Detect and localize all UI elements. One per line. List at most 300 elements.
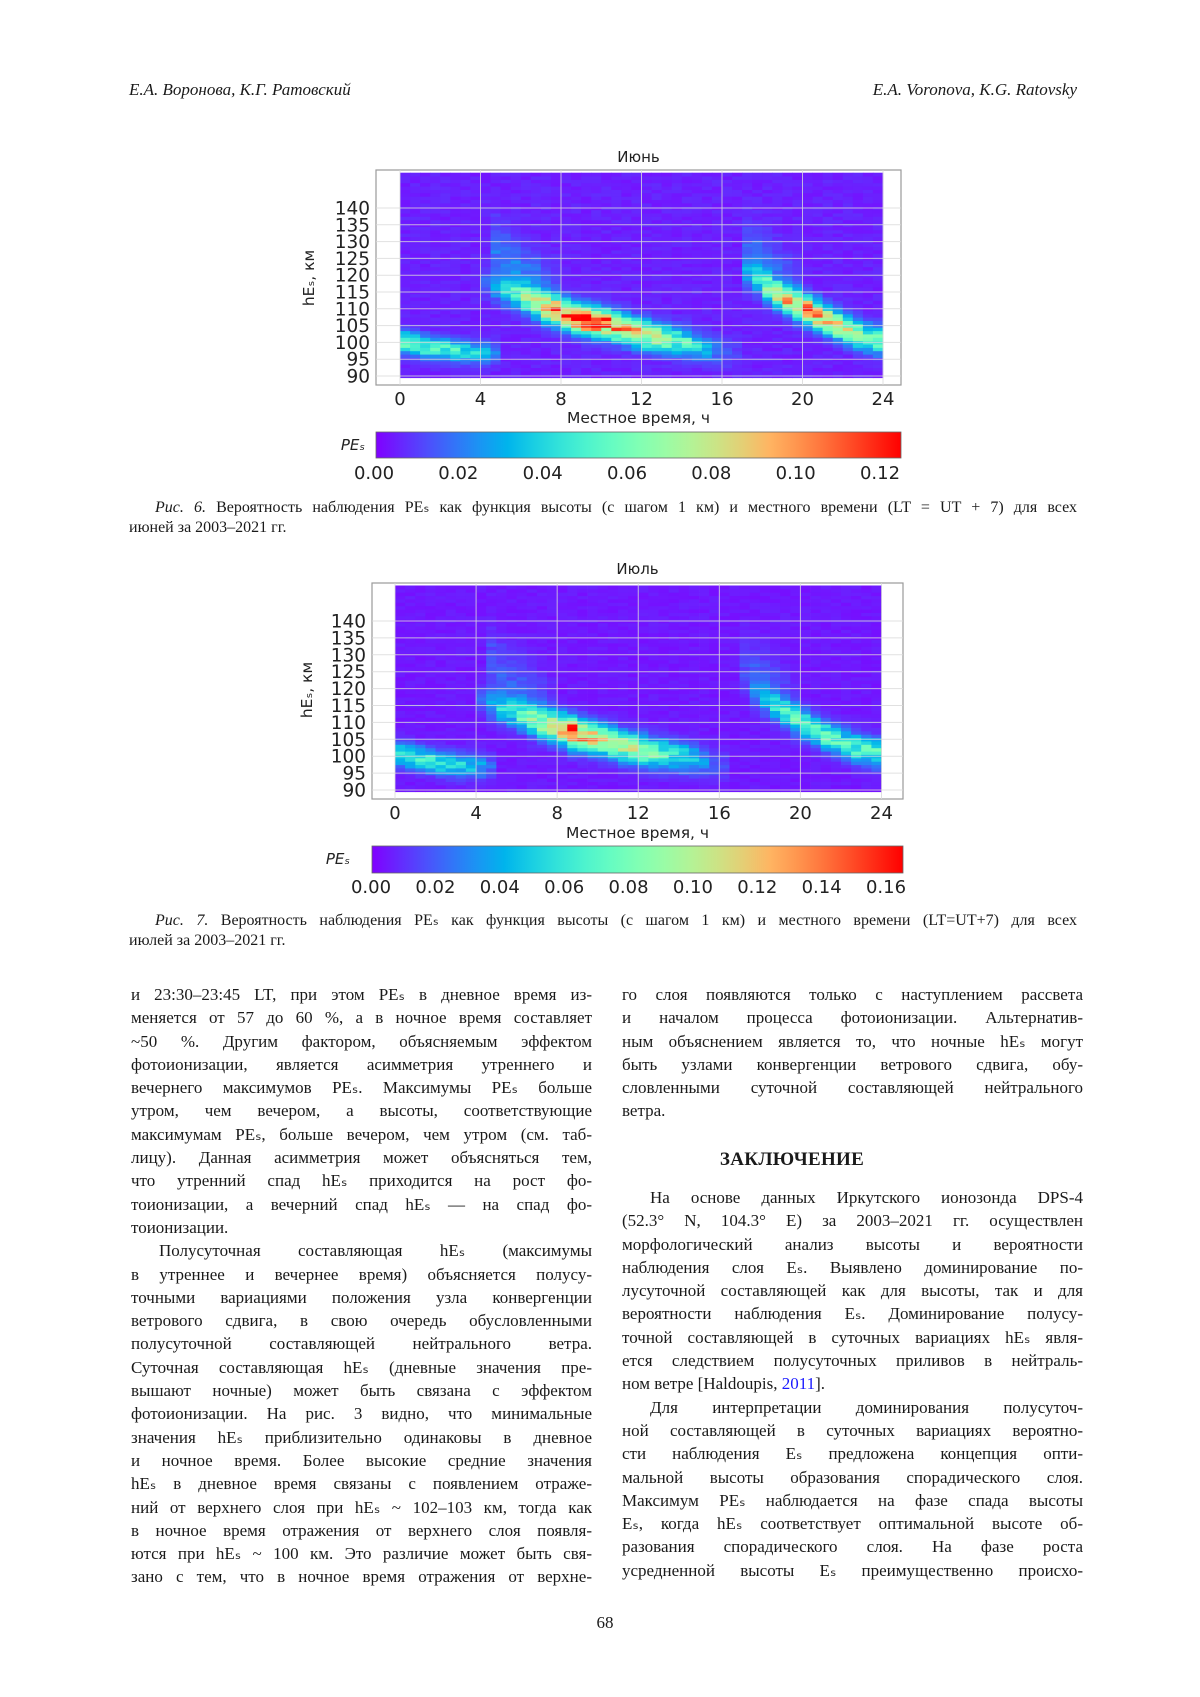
- heatmap-cell: [628, 751, 639, 755]
- heatmap-cell: [446, 586, 457, 590]
- heatmap-cell: [425, 744, 436, 748]
- heatmap-cell: [772, 344, 783, 348]
- heatmap-cell: [521, 304, 532, 308]
- heatmap-cell: [702, 176, 713, 180]
- heatmap-cell: [843, 368, 854, 372]
- heatmap-cell: [712, 314, 723, 318]
- heatmap-cell: [813, 317, 824, 321]
- heatmap-cell: [446, 714, 457, 718]
- heatmap-cell: [762, 294, 773, 298]
- heatmap-cell: [561, 190, 572, 194]
- heatmap-cell: [772, 347, 783, 351]
- heatmap-cell: [501, 368, 512, 372]
- heatmap-cell: [709, 744, 720, 748]
- heatmap-cell: [752, 304, 763, 308]
- heatmap-cell: [772, 327, 783, 331]
- heatmap-cell: [491, 361, 502, 365]
- heatmap-cell: [732, 247, 743, 251]
- heatmap-cell: [689, 589, 700, 593]
- heatmap-cell: [722, 334, 733, 338]
- heatmap-cell: [571, 361, 582, 365]
- heatmap-cell: [501, 183, 512, 187]
- heatmap-cell: [719, 677, 730, 681]
- heatmap-cell: [591, 300, 602, 304]
- heatmap-cell: [823, 173, 834, 177]
- heatmap-cell: [450, 193, 461, 197]
- heatmap-cell: [662, 247, 673, 251]
- heatmap-cell: [621, 227, 632, 231]
- heatmap-cell: [648, 775, 659, 779]
- heatmap-cell: [719, 751, 730, 755]
- heatmap-cell: [621, 287, 632, 291]
- heatmap-cell: [702, 347, 713, 351]
- heatmap-cell: [843, 354, 854, 358]
- heatmap-cell: [669, 768, 680, 772]
- heatmap-cell: [692, 284, 703, 288]
- heatmap-cell: [689, 728, 700, 732]
- heatmap-cell: [709, 717, 720, 721]
- heatmap-cell: [405, 680, 416, 684]
- heatmap-cell: [611, 331, 622, 335]
- heatmap-cell: [481, 364, 492, 368]
- heatmap-cell: [501, 331, 512, 335]
- heatmap-cell: [732, 227, 743, 231]
- heatmap-cell: [470, 351, 481, 355]
- heatmap-cell: [410, 203, 421, 207]
- heatmap-cell: [591, 210, 602, 214]
- heatmap-cell: [689, 741, 700, 745]
- heatmap-cell: [460, 280, 471, 284]
- heatmap-cell: [511, 196, 522, 200]
- heatmap-cell: [440, 176, 451, 180]
- heatmap-cell: [547, 667, 558, 671]
- heatmap-cell: [813, 230, 824, 234]
- heatmap-cell: [669, 606, 680, 610]
- heatmap-cell: [608, 613, 619, 617]
- heatmap-cell: [803, 368, 814, 372]
- heatmap-cell: [450, 368, 461, 372]
- heatmap-cell: [709, 633, 720, 637]
- heatmap-cell: [652, 327, 663, 331]
- heatmap-cell: [638, 602, 649, 606]
- heatmap-cell: [722, 260, 733, 264]
- heatmap-cell: [446, 616, 457, 620]
- heatmap-cell: [638, 768, 649, 772]
- heatmap-cell: [608, 761, 619, 765]
- heatmap-cell: [571, 270, 582, 274]
- heatmap-cell: [598, 768, 609, 772]
- heatmap-cell: [440, 203, 451, 207]
- heatmap-cell: [501, 200, 512, 204]
- heatmap-cell: [702, 193, 713, 197]
- heatmap-cell: [425, 697, 436, 701]
- heatmap-cell: [551, 179, 562, 183]
- heatmap-cell: [699, 734, 710, 738]
- heatmap-cell: [405, 751, 416, 755]
- heatmap-cell: [642, 371, 653, 375]
- heatmap-cell: [642, 179, 653, 183]
- heatmap-cell: [537, 643, 548, 647]
- heatmap-cell: [456, 589, 467, 593]
- heatmap-cell: [527, 778, 538, 782]
- heatmap-cell: [813, 351, 824, 355]
- heatmap-cell: [395, 667, 406, 671]
- heatmap-cell: [450, 203, 461, 207]
- heatmap-cell: [863, 331, 874, 335]
- heatmap-cell: [405, 778, 416, 782]
- heatmap-cell: [608, 717, 619, 721]
- heatmap-cell: [425, 728, 436, 732]
- heatmap-cell: [618, 768, 629, 772]
- heatmap-cell: [501, 263, 512, 267]
- heatmap-cell: [557, 643, 568, 647]
- heatmap-cell: [648, 717, 659, 721]
- heatmap-cell: [702, 280, 713, 284]
- heatmap-cell: [608, 778, 619, 782]
- heatmap-cell: [591, 280, 602, 284]
- heatmap-cell: [702, 270, 713, 274]
- heatmap-cell: [601, 314, 612, 318]
- heatmap-cell: [652, 354, 663, 358]
- heatmap-cell: [541, 284, 552, 288]
- heatmap-cell: [853, 311, 864, 315]
- heatmap-cell: [642, 317, 653, 321]
- heatmap-cell: [742, 270, 753, 274]
- heatmap-cell: [611, 203, 622, 207]
- heatmap-cell: [662, 213, 673, 217]
- heatmap-cell: [460, 267, 471, 271]
- heatmap-cell: [456, 623, 467, 627]
- heatmap-cell: [567, 586, 578, 590]
- heatmap-cell: [400, 368, 411, 372]
- heatmap-cell: [598, 667, 609, 671]
- heatmap-cell: [621, 210, 632, 214]
- heatmap-cell: [803, 314, 814, 318]
- heatmap-cell: [521, 200, 532, 204]
- heatmap-cell: [601, 270, 612, 274]
- heatmap-cell: [672, 277, 683, 281]
- heatmap-cell: [702, 237, 713, 241]
- heatmap-cell: [762, 263, 773, 267]
- heatmap-cell: [567, 626, 578, 630]
- heatmap-cell: [873, 344, 884, 348]
- heatmap-cell: [823, 287, 834, 291]
- heatmap-cell: [415, 741, 426, 745]
- heatmap-cell: [430, 364, 441, 368]
- heatmap-cell: [557, 684, 568, 688]
- heatmap-cell: [679, 711, 690, 715]
- heatmap-cell: [692, 344, 703, 348]
- heatmap-cell: [719, 782, 730, 786]
- heatmap-cell: [410, 216, 421, 220]
- heatmap-cell: [709, 609, 720, 613]
- heatmap-cell: [577, 660, 588, 664]
- heatmap-cell: [450, 233, 461, 237]
- heatmap-cell: [420, 200, 431, 204]
- heatmap-cell: [611, 253, 622, 257]
- heatmap-cell: [853, 267, 864, 271]
- heatmap-cell: [853, 200, 864, 204]
- heatmap-cell: [669, 714, 680, 718]
- heatmap-cell: [507, 684, 518, 688]
- heatmap-cell: [507, 785, 518, 789]
- colorbar-tick-label: 0.12: [860, 463, 900, 484]
- heatmap-cell: [762, 284, 773, 288]
- heatmap-cell: [712, 300, 723, 304]
- heatmap-cell: [598, 650, 609, 654]
- heatmap-cell: [511, 253, 522, 257]
- heatmap-cell: [430, 321, 441, 325]
- heatmap-cell: [400, 196, 411, 200]
- heatmap-cell: [537, 717, 548, 721]
- heatmap-cell: [699, 609, 710, 613]
- heatmap-cell: [803, 334, 814, 338]
- heatmap-cell: [517, 697, 528, 701]
- heatmap-cell: [598, 657, 609, 661]
- heatmap-cell: [588, 714, 599, 718]
- heatmap-cell: [772, 331, 783, 335]
- heatmap-cell: [436, 751, 447, 755]
- heatmap-cell: [792, 327, 803, 331]
- heatmap-cell: [557, 778, 568, 782]
- heatmap-cell: [541, 347, 552, 351]
- heatmap-cell: [618, 758, 629, 762]
- heatmap-cell: [689, 673, 700, 677]
- heatmap-cell: [702, 186, 713, 190]
- heatmap-cell: [631, 227, 642, 231]
- heatmap-cell: [460, 311, 471, 315]
- heatmap-cell: [557, 751, 568, 755]
- heatmap-cell: [628, 650, 639, 654]
- heatmap-cell: [611, 317, 622, 321]
- heatmap-cell: [702, 314, 713, 318]
- heatmap-cell: [591, 354, 602, 358]
- heatmap-cell: [491, 280, 502, 284]
- heatmap-cell: [571, 294, 582, 298]
- heatmap-cell: [628, 761, 639, 765]
- heatmap-cell: [577, 673, 588, 677]
- heatmap-cell: [672, 176, 683, 180]
- heatmap-cell: [873, 253, 884, 257]
- heatmap-cell: [561, 227, 572, 231]
- heatmap-cell: [642, 213, 653, 217]
- heatmap-cell: [752, 347, 763, 351]
- heatmap-cell: [486, 589, 497, 593]
- heatmap-cell: [692, 280, 703, 284]
- heatmap-cell: [702, 213, 713, 217]
- heatmap-cell: [662, 321, 673, 325]
- heatmap-cell: [446, 657, 457, 661]
- heatmap-cell: [823, 210, 834, 214]
- heatmap-cell: [628, 640, 639, 644]
- heatmap-cell: [608, 630, 619, 634]
- heatmap-cell: [591, 237, 602, 241]
- heatmap-cell: [476, 768, 487, 772]
- heatmap-cell: [853, 183, 864, 187]
- heatmap-cell: [551, 213, 562, 217]
- heatmap-cell: [742, 216, 753, 220]
- heatmap-cell: [601, 193, 612, 197]
- heatmap-cell: [440, 230, 451, 234]
- heatmap-cell: [652, 300, 663, 304]
- heatmap-cell: [581, 176, 592, 180]
- y-tick-label: 125: [335, 249, 370, 270]
- heatmap-cell: [732, 250, 743, 254]
- heatmap-cell: [742, 347, 753, 351]
- heatmap-cell: [659, 707, 670, 711]
- heatmap-cell: [557, 650, 568, 654]
- heatmap-cell: [642, 260, 653, 264]
- heatmap-cell: [430, 354, 441, 358]
- heatmap-cell: [662, 300, 673, 304]
- heatmap-cell: [415, 650, 426, 654]
- heatmap-cell: [436, 596, 447, 600]
- heatmap-cell: [692, 263, 703, 267]
- heatmap-cell: [460, 344, 471, 348]
- heatmap-cell: [863, 344, 874, 348]
- heatmap-cell: [581, 260, 592, 264]
- heatmap-cell: [531, 334, 542, 338]
- heatmap-cell: [591, 243, 602, 247]
- heatmap-cell: [491, 344, 502, 348]
- heatmap-cell: [430, 334, 441, 338]
- heatmap-cell: [470, 361, 481, 365]
- heatmap-cell: [430, 277, 441, 281]
- heatmap-cell: [742, 280, 753, 284]
- heatmap-cell: [782, 300, 793, 304]
- heatmap-cell: [405, 741, 416, 745]
- heatmap-cell: [420, 176, 431, 180]
- heatmap-cell: [598, 785, 609, 789]
- heatmap-cell: [521, 317, 532, 321]
- heatmap-cell: [571, 364, 582, 368]
- heatmap-cell: [752, 314, 763, 318]
- heatmap-cell: [527, 673, 538, 677]
- heatmap-cell: [456, 734, 467, 738]
- heatmap-cell: [669, 684, 680, 688]
- heatmap-cell: [436, 650, 447, 654]
- heatmap-cell: [420, 216, 431, 220]
- heatmap-cell: [652, 314, 663, 318]
- heatmap-cell: [456, 751, 467, 755]
- heatmap-cell: [792, 250, 803, 254]
- heatmap-cell: [581, 364, 592, 368]
- heatmap-cell: [672, 186, 683, 190]
- heatmap-cell: [652, 287, 663, 291]
- heatmap-cell: [719, 761, 730, 765]
- heatmap-cell: [531, 354, 542, 358]
- heatmap-cell: [742, 311, 753, 315]
- heatmap-cell: [659, 751, 670, 755]
- heatmap-cell: [803, 327, 814, 331]
- heatmap-cell: [702, 220, 713, 224]
- heatmap-cell: [415, 623, 426, 627]
- heatmap-cell: [601, 294, 612, 298]
- heatmap-cell: [699, 731, 710, 735]
- heatmap-cell: [531, 186, 542, 190]
- heatmap-cell: [873, 260, 884, 264]
- heatmap-cell: [628, 785, 639, 789]
- heatmap-cell: [436, 714, 447, 718]
- heatmap-cell: [571, 186, 582, 190]
- heatmap-cell: [782, 230, 793, 234]
- heatmap-cell: [792, 284, 803, 288]
- heatmap-cell: [719, 667, 730, 671]
- heatmap-cell: [466, 616, 477, 620]
- heatmap-cell: [581, 297, 592, 301]
- heatmap-cell: [547, 599, 558, 603]
- heatmap-cell: [863, 176, 874, 180]
- heatmap-cell: [722, 300, 733, 304]
- heatmap-cell: [712, 243, 723, 247]
- heatmap-cell: [719, 673, 730, 677]
- heatmap-cell: [486, 724, 497, 728]
- heatmap-cell: [581, 270, 592, 274]
- heatmap-cell: [541, 280, 552, 284]
- heatmap-cell: [652, 227, 663, 231]
- heatmap-cell: [679, 758, 690, 762]
- heatmap-cell: [863, 337, 874, 341]
- heatmap-cell: [873, 179, 884, 183]
- heatmap-cell: [507, 724, 518, 728]
- heatmap-cell: [618, 626, 629, 630]
- heatmap-cell: [611, 263, 622, 267]
- heatmap-cell: [481, 277, 492, 281]
- heatmap-cell: [571, 321, 582, 325]
- heatmap-cell: [631, 321, 642, 325]
- heatmap-cell: [682, 354, 693, 358]
- heatmap-cell: [611, 334, 622, 338]
- heatmap-cell: [450, 321, 461, 325]
- heatmap-cell: [598, 714, 609, 718]
- heatmap-cell: [581, 368, 592, 372]
- heatmap-cell: [557, 775, 568, 779]
- heatmap-cell: [476, 657, 487, 661]
- heatmap-cell: [517, 616, 528, 620]
- heatmap-cell: [863, 220, 874, 224]
- heatmap-cell: [692, 173, 703, 177]
- heatmap-cell: [456, 694, 467, 698]
- heatmap-cell: [547, 643, 558, 647]
- heatmap-cell: [772, 294, 783, 298]
- heatmap-cell: [618, 724, 629, 728]
- heatmap-cell: [521, 250, 532, 254]
- heatmap-cell: [648, 657, 659, 661]
- heatmap-cell: [470, 253, 481, 257]
- heatmap-cell: [531, 280, 542, 284]
- heatmap-cell: [456, 616, 467, 620]
- heatmap-cell: [581, 284, 592, 288]
- heatmap-cell: [742, 317, 753, 321]
- heatmap-cell: [415, 609, 426, 613]
- heatmap-cell: [732, 327, 743, 331]
- heatmap-cell: [410, 327, 421, 331]
- heatmap-cell: [679, 778, 690, 782]
- heatmap-cell: [709, 680, 720, 684]
- heatmap-cell: [672, 196, 683, 200]
- heatmap-cell: [521, 220, 532, 224]
- heatmap-cell: [699, 616, 710, 620]
- heatmap-cell: [446, 626, 457, 630]
- heatmap-cell: [672, 284, 683, 288]
- heatmap-cell: [581, 304, 592, 308]
- heatmap-cell: [662, 203, 673, 207]
- heatmap-cell: [682, 317, 693, 321]
- heatmap-cell: [618, 697, 629, 701]
- heatmap-cell: [521, 337, 532, 341]
- heatmap-cell: [823, 347, 834, 351]
- heatmap-cell: [581, 361, 592, 365]
